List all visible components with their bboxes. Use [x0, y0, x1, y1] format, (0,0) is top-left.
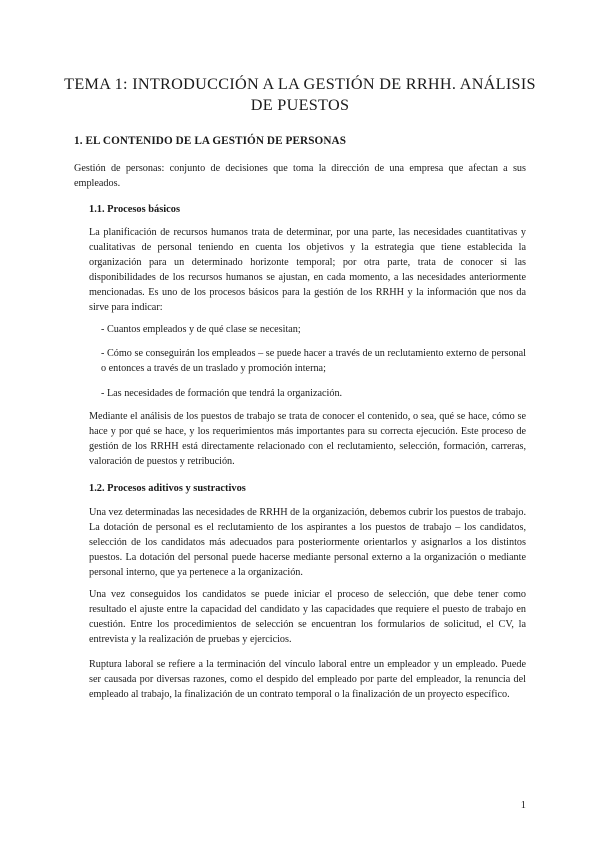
- bullet-item-1: - Cuantos empleados y de qué clase se necesitan;: [101, 324, 301, 335]
- paragraph-dotacion: Una vez determinadas las necesidades de RRHH de la organización, debemos cubrir los puestos de trabajo. La dotación de personal es el reclutamiento de los aspirantes a los puestos de trabajo – los candidatos, selección de los candidatos más adecuados para posteriormente orientarlos y asignarlos a los distintos puestos. La dotación del personal puede hacerse mediante personal externo a la organización o mediante personal interno, que ya pertenece a la organización.: [89, 507, 526, 578]
- intro-paragraph: Gestión de personas: conjunto de decisiones que toma la dirección de una empresa que afectan a sus empleados.: [74, 163, 526, 189]
- subsection-heading-1-2: 1.2. Procesos aditivos y sustractivos: [89, 483, 246, 494]
- section-heading-1: 1. EL CONTENIDO DE LA GESTIÓN DE PERSONAS: [74, 135, 347, 147]
- subsection-heading-1-1: 1.1. Procesos básicos: [89, 204, 181, 215]
- paragraph-ruptura: Ruptura laboral se refiere a la terminación del vínculo laboral entre un empleador y un empleado. Puede ser causada por diversas razones, como el despido del empleado por parte del empleador, la renuncia del empleado al trabajo, la finalización de un contrato temporal o la finalización de un proyecto específico.: [89, 659, 526, 700]
- bullet-item-3: - Las necesidades de formación que tendrá la organización.: [101, 388, 343, 399]
- bullet-item-2: - Cómo se conseguirán los empleados – se puede hacer a través de un reclutamiento externo de personal o entonces a través de un traslado y promoción interna;: [101, 348, 526, 374]
- paragraph-seleccion: Una vez conseguidos los candidatos se puede iniciar el proceso de selección, que debe tener como resultado el ajuste entre la capacidad del candidato y las capacidades que requiere el puesto de trabajo en cuestión. Entre los procedimientos de selección se encuentran los formularios de solicitud, el CV, la entrevista y la realización de pruebas y ejercicios.: [89, 589, 526, 645]
- page-number: 1: [520, 800, 526, 811]
- page-title: TEMA 1: INTRODUCCIÓN A LA GESTIÓN DE RRHH. ANÁLISIS DE PUESTOS: [64, 75, 536, 114]
- paragraph-planificacion: La planificación de recursos humanos trata de determinar, por una parte, las necesidades cuantitativas y cualitativas de personal teniendo en cuenta los objetivos y la estrategia que tiene establecida la organización para un determinado horizonte temporal; por otra parte, trata de conocer si las disponibilidades de los recursos humanos se ajustan, en cada momento, a las necesidades anteriormente mencionadas. Es uno de los procesos básicos para la gestión de los RRHH y la información que nos da sirve para indicar:: [89, 227, 526, 313]
- paragraph-analisis-puestos: Mediante el análisis de los puestos de trabajo se trata de conocer el contenido, o sea, qué se hace, cómo se hace y por qué se hace, y los requerimientos más importantes para su correcta ejecución. Este proceso de gestión de los RRHH está directamente relacionado con el reclutamiento, selección, formación, carreras, valoración de puestos y retribución.: [89, 411, 526, 467]
